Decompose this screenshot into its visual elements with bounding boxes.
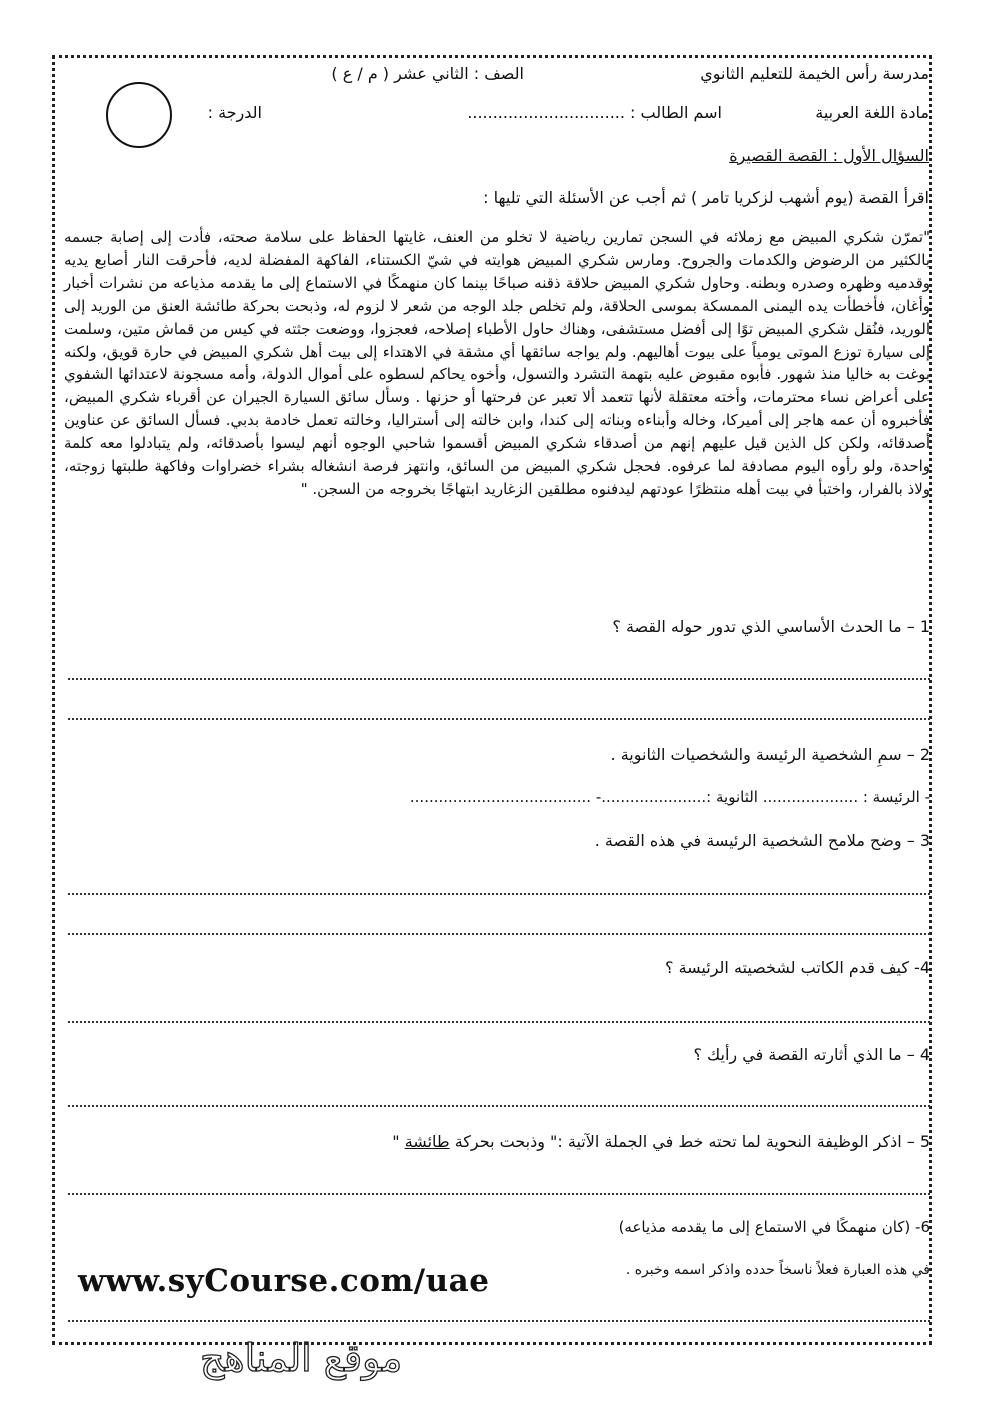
student-name-field[interactable]: اسم الطالب : ............................... [467,103,722,122]
question-5-prefix: 5 – اذكر الوظيفة النحوية لما تحته خط في الجملة الآتية :" وذبحت بحركة [449,1132,930,1151]
subject-label: مادة اللغة العربية [815,103,929,122]
question-1: 1 – ما الحدث الأساسي الذي تدور حوله القصة ؟ [612,617,930,636]
answer-line-4b[interactable] [68,1105,930,1107]
question-5-underlined-word: طائشة [404,1132,450,1151]
story-text: "تمرّن شكري المبيض مع زملائه في السجن تمارين رياضية لا تخلو من العنف، غايتها الحفاظ على سلامة صحته، فأدت إلى إصابة جسمه بالكثير من الرضوض والكدمات والجروح. ومارس شكري المبيض هوايته في شيّ الكستناء، الفاكهة المفضلة لديه، فأحرقت النار أصابع يديه وقدميه وظهره وصدره وبطنه. وحاول شكري المبيض حلاقة ذقنه صباحًا بينما كان منهمكًا في الاستماع إلى ما يقدمه مذياعه من نشرات أخبار وأغان، فأخطأت يده اليمنى الممسكة بموسى الحلاقة، ولم تخلص جلد الوجه من شعر لا لزوم له، وذبحت بحركة طائشة العنق من الوريد إلى الوريد، فنُقل شكري المبيض توًا إلى أفضل مستشفى، وهناك حاول الأطباء إصلاحه، فعجزوا، ووضعت جثته في كيس من قماش متين، وسلمت إلى سيارة توزع الموتى يومياً على بيوت أهاليهم. ولم يواجه سائقها أي مشقة في الاهتداء إلى بيت أهل شكري المبيض في حارة قويق، ولكنه بوغت به خاليا منذ شهور. فأبوه مقبوض عليه بتهمة التشرد والتسول، وأخوه يحاكم لسطوه على أموال الدولة، وأمه مسجونة لاعتدائها الشفوي على أعراض نساء محترمات، وأخته معتقلة لأنها تتعمد ألا تعبر عن فرحتها أو حزنها . وسأل سائق السيارة الجيران عن أقرباء شكري المبيض، فأخبروه أن عمه هاجر إلى أميركا، وخاله وأبناءه وبناته إلى كندا، وابن خالته إلى أستراليا، وخالته تعمل خادمة بدبي. فسأل السائق عن عناوين أصدقائه، ولكن كل الذين قيل عليهم إنهم من أصدقاء شكري المبيض أقسموا شاحبي الوجوه أنهم ليسوا بأصدقائه، ولم يتبادلوا معه كلمة واحدة، ولو رأوه اليوم مصادفة لما عرفوه. فحجل شكري المبيض من السائق، وانتهز فرصة انشغاله بشراء خضراوات وفاكهة طلبتها زوجته، ولاذ بالفرار، واختبأ في بيت أهله منتظرًا عودتهم ليدفنوه مطلقين الزغاريد ابتهاجًا بخروجه من السجن. " [64,228,930,498]
question-6: 6- (كان منهمكًا في الاستماع إلى ما يقدمه مذياعه) [618,1218,930,1236]
answer-line-3a[interactable] [68,893,930,895]
story-passage [64,226,930,501]
answer-line-6[interactable] [68,1320,930,1322]
question-3: 3 – وضح ملامح الشخصية الرئيسة في هذه القصة . [594,831,930,850]
instruction-text: اقرأ القصة (يوم أشهب لزكريا تامر ) ثم أجب عن الأسئلة التي تليها : [483,188,929,207]
question-4a: 4- كيف قدم الكاتب لشخصيته الرئيسة ؟ [665,958,930,977]
question-4b: 4 – ما الذي أثارته القصة في رأيك ؟ [693,1045,930,1064]
question-5 [392,1132,930,1151]
section-title: السؤال الأول : القصة القصيرة [729,146,929,165]
answer-line-1b[interactable] [68,718,930,720]
answer-line-3b[interactable] [68,933,930,935]
class-label: الصف : الثاني عشر ( م / ع ) [331,64,524,83]
site-name-watermark: موقع المناهج [200,1336,403,1380]
school-name: مدرسة رأس الخيمة للتعليم الثانوي [700,64,929,83]
question-2-answer-fields[interactable]: - الرئيسة : .................... الثانوية :......................- ...................................... [409,788,930,806]
question-6-detail: في هذه العبارة فعلاً ناسخاً حدده واذكر اسمه وخبره . [625,1262,930,1278]
answer-line-1a[interactable] [68,678,930,680]
grade-label: الدرجة : [207,103,262,122]
question-5-suffix: " [392,1132,405,1151]
answer-line-4a[interactable] [68,1021,930,1023]
grade-circle[interactable] [106,82,172,148]
question-2: 2 – سمِ الشخصية الرئيسة والشخصيات الثانوية . [610,745,930,764]
website-watermark[interactable]: www.syCourse.com/uae [78,1263,490,1299]
answer-line-5[interactable] [68,1193,930,1195]
